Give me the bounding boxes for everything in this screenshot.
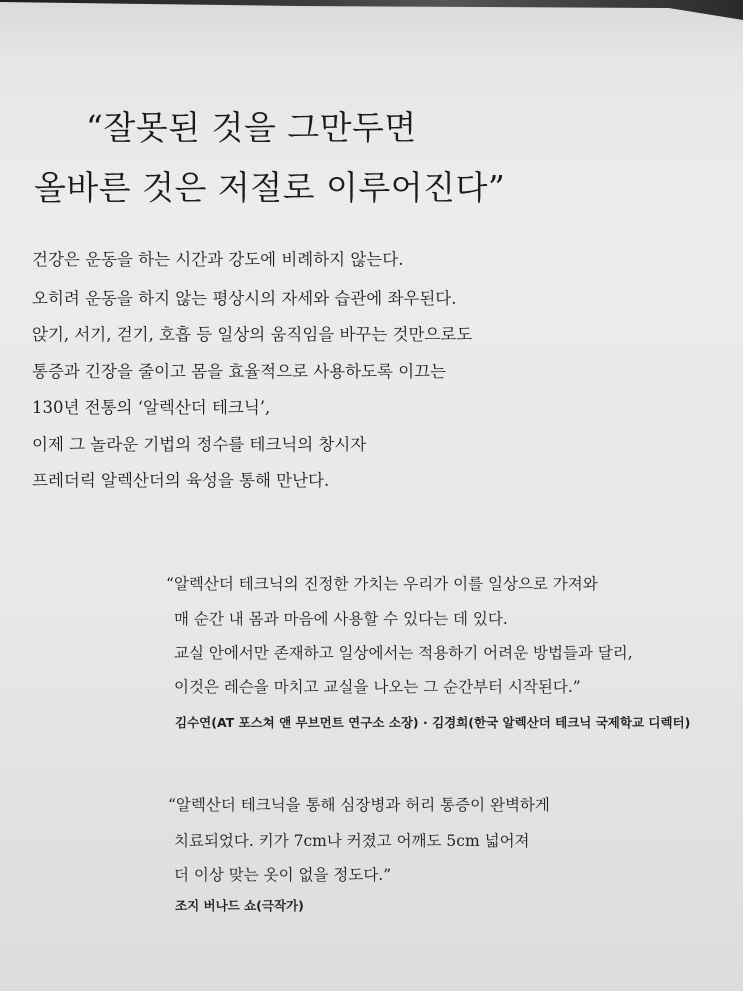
body-line: 이제 그 놀라운 기법의 정수를 테크닉의 창시자	[32, 435, 367, 454]
quote1-source: 김수연(AT 포스쳐 앤 무브먼트 연구소 소장) · 김경희(한국 알렉산더 테크닉 국제학교 디렉터)	[175, 715, 691, 730]
quote2-line: “알렉산더 테크닉을 통해 심장병과 허리 통증이 완벽하게	[168, 796, 550, 814]
quote2-source: 조지 버나드 쇼(극작가)	[175, 898, 304, 913]
headline-line-1: “잘못된 것을 그만두면	[86, 108, 417, 147]
body-line: 통증과 긴장을 줄이고 몸을 효율적으로 사용하도록 이끄는	[32, 362, 447, 381]
quote1-line: 이것은 레슨을 마치고 교실을 나오는 그 순간부터 시작된다.”	[174, 678, 581, 696]
body-line: 앉기, 서기, 걷기, 호흡 등 일상의 움직임을 바꾸는 것만으로도	[32, 325, 473, 344]
dark-top-edge	[0, 0, 743, 20]
quote2-line: 치료되었다. 키가 7cm나 커졌고 어깨도 5cm 넓어져	[174, 832, 530, 850]
quote1-line: 교실 안에서만 존재하고 일상에서는 적용하기 어려운 방법들과 달리,	[174, 644, 633, 662]
quote2-line: 더 이상 맞는 옷이 없을 정도다.”	[174, 866, 392, 884]
body-line: 프레더릭 알렉산더의 육성을 통해 만난다.	[32, 471, 330, 490]
body-line: 오히려 운동을 하지 않는 평상시의 자세와 습관에 좌우된다.	[32, 289, 457, 308]
quote1-line: “알렉산더 테크닉의 진정한 가치는 우리가 이를 일상으로 가져와	[166, 575, 598, 593]
quote1-line: 매 순간 내 몸과 마음에 사용할 수 있다는 데 있다.	[174, 610, 508, 628]
headline-line-2: 올바른 것은 저절로 이루어진다”	[34, 168, 506, 207]
body-line: 건강은 운동을 하는 시간과 강도에 비례하지 않는다.	[32, 250, 404, 269]
body-line: 130년 전통의 ‘알렉산더 테크닉’,	[32, 398, 271, 417]
